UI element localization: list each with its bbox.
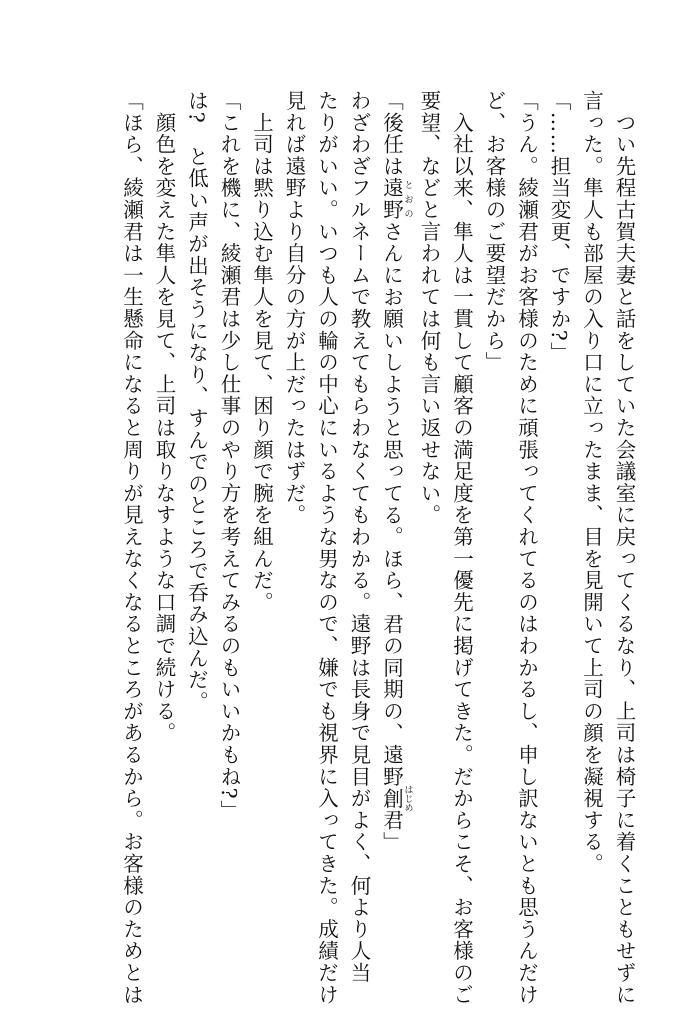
ruby-reading-tono: とおの (402, 177, 413, 221)
body-text (115, 90, 640, 1006)
line-8-start: 「後任は (379, 90, 404, 178)
ruby-tono (379, 177, 413, 221)
ruby-reading-hajime: はじめ (402, 785, 413, 813)
text-line-3: 「……担当変更、ですか?」 (547, 90, 571, 364)
text-line-1: つい先程古賀夫妻と話をしていた会議室に戻ってくるなり、上司は椅子に着くこともせずに (612, 90, 636, 1006)
text-line-15: 顔色を変えた隼人を見て、上司は取りなすような口調で続ける。 (152, 90, 176, 744)
line-8-end: 」 (379, 831, 404, 854)
text-line-13: 「これを機に、綾瀬君は少し仕事のやり方を考えてみるのもいいかもね?」 (217, 90, 241, 822)
ruby-base-tono: 遠野 (379, 177, 404, 221)
text-line-6: 入社以来、隼人は一貫して顧客の満足度を第一優先に掲げてきた。だからこそ、お客様のご (449, 90, 474, 1006)
text-line-8 (375, 90, 413, 980)
ruby-hajime (379, 785, 413, 813)
line-8-middle: さんにお願いしようと思ってる。ほら、君の同期の、 (379, 220, 404, 745)
text-line-7: 要望、などと言われては何も言い返せない。 (417, 90, 441, 526)
text-line-2: 言った。隼人も部屋の入り口に立ったまま、目を見開いて上司の顔を凝視する。 (579, 90, 604, 875)
text-line-11: 見れば遠野より自分の方が上だったはずだ。 (282, 90, 306, 526)
name-tono: 遠野 (379, 744, 404, 788)
ruby-base-hajime: 創 (379, 785, 404, 813)
text-line-4: 「うん。綾瀬君がお客様のために頑張ってくれてるのはわかるし、申し訳ないとも思うんだけ (514, 90, 539, 1006)
honorific-kun: 君 (379, 809, 404, 832)
text-line-9: わざわざフルネームで教えてもらわなくてもわかる。遠野は長身で見目がよく、何より人当 (347, 90, 371, 984)
text-line-14: は? と低い声が出そうになり、すんでのところで呑み込んだ。 (184, 90, 209, 713)
text-line-16: 「ほら、綾瀬君は一生懸命になると周りが見えなくなるところがあるから。お客様のためとは (119, 90, 144, 1006)
text-line-10: たりがいい。いつも人の輪の中心にいるような男なので、嫌でも視界に入ってきた。成績だけ (314, 90, 339, 1006)
text-line-12: 上司は黙り込む隼人を見て、困り顔で腕を組んだ。 (249, 90, 274, 614)
text-line-5: ど、お客様のご要望だから」 (482, 90, 506, 374)
